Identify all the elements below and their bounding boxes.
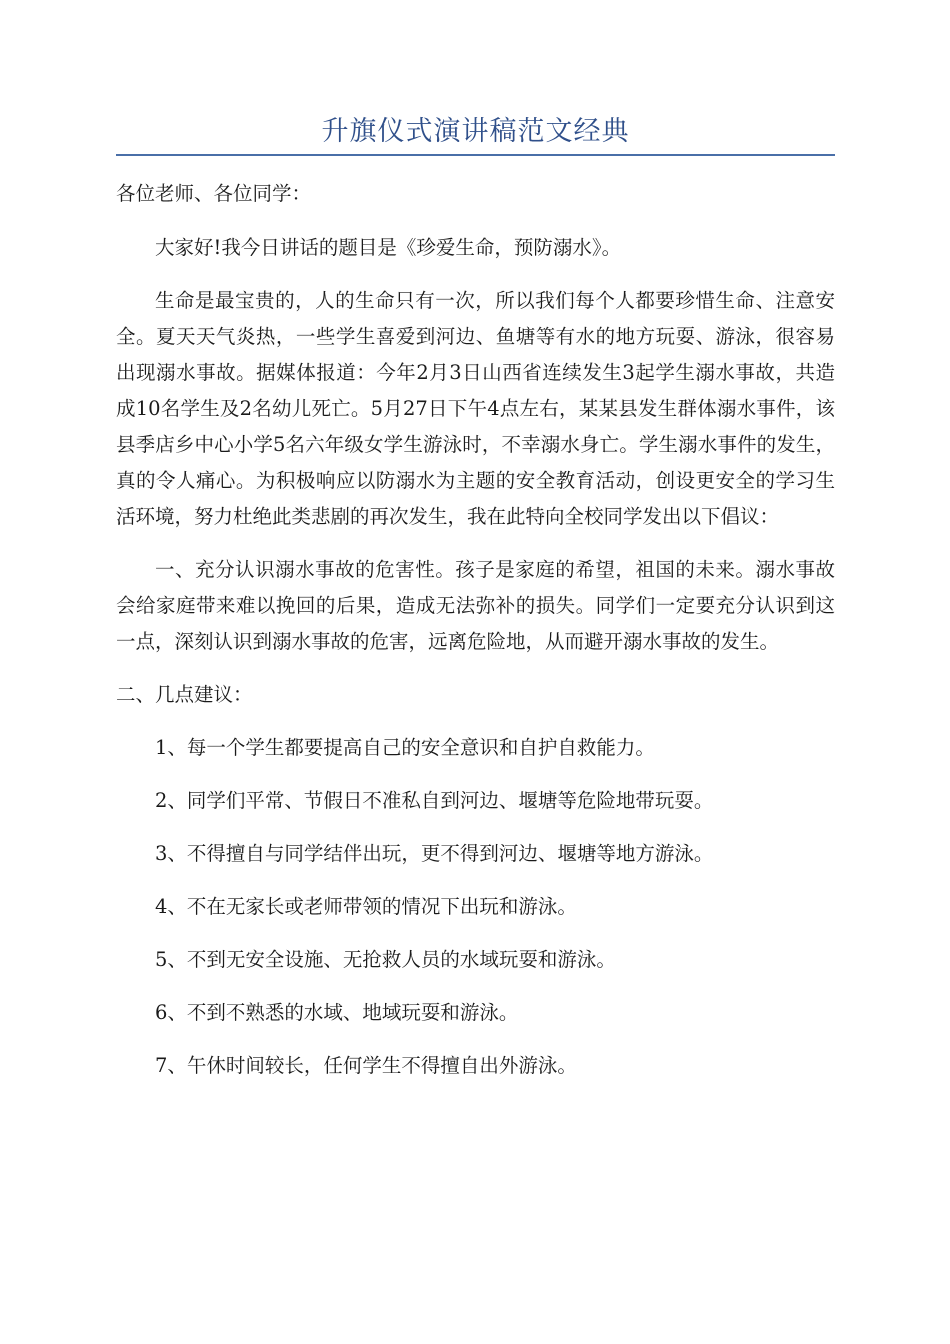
- title-underline: [116, 154, 835, 156]
- suggestion-item: 5、不到无安全设施、无抢救人员的水域玩耍和游泳。: [155, 948, 616, 971]
- suggestion-item: 7、午休时间较长，任何学生不得擅自出外游泳。: [155, 1054, 577, 1077]
- suggestion-item: 3、不得擅自与同学结伴出玩，更不得到河边、堰塘等地方游泳。: [155, 842, 714, 865]
- section-heading: 二、几点建议：: [116, 683, 253, 706]
- suggestion-item: 1、每一个学生都要提高自己的安全意识和自护自救能力。: [155, 736, 655, 759]
- suggestion-item: 4、不在无家长或老师带领的情况下出玩和游泳。: [155, 895, 577, 918]
- document-body: [116, 176, 835, 1101]
- suggestion-item: 6、不到不熟悉的水域、地域玩耍和游泳。: [155, 1001, 519, 1024]
- suggestion-item: 2、同学们平常、节假日不准私自到河边、堰塘等危险地带玩耍。: [155, 789, 714, 812]
- greeting: 各位老师、各位同学：: [116, 182, 312, 205]
- paragraph-intro: 大家好!我今日讲话的题目是《珍爱生命，预防溺水》。: [155, 236, 622, 259]
- paragraph-point-one: 一、充分认识溺水事故的危害性。孩子是家庭的希望，祖国的未来。溺水事故会给家庭带来难以挽回的后果，造成无法弥补的损失。同学们一定要充分认识到这一点，深刻认识到溺水事故的危害，远离危险地，从而避开溺水事故的发生。: [116, 558, 835, 653]
- page-title: 升旗仪式演讲稿范文经典: [321, 116, 630, 147]
- paragraph-background: 生命是最宝贵的，人的生命只有一次，所以我们每个人都要珍惜生命、注意安全。夏天天气炎热，一些学生喜爱到河边、鱼塘等有水的地方玩耍、游泳，很容易出现溺水事故。据媒体报道：今年2月3日山西省连续发生3起学生溺水事故，共造成10名学生及2名幼儿死亡。5月27日下午4点左右，某某县发生群体溺水事件，该县季店乡中心小学5名六年级女学生游泳时，不幸溺水身亡。学生溺水事件的发生，真的令人痛心。为积极响应以防溺水为主题的安全教育活动，创设更安全的学习生活环境，努力杜绝此类悲剧的再次发生，我在此特向全校同学发出以下倡议：: [116, 289, 835, 528]
